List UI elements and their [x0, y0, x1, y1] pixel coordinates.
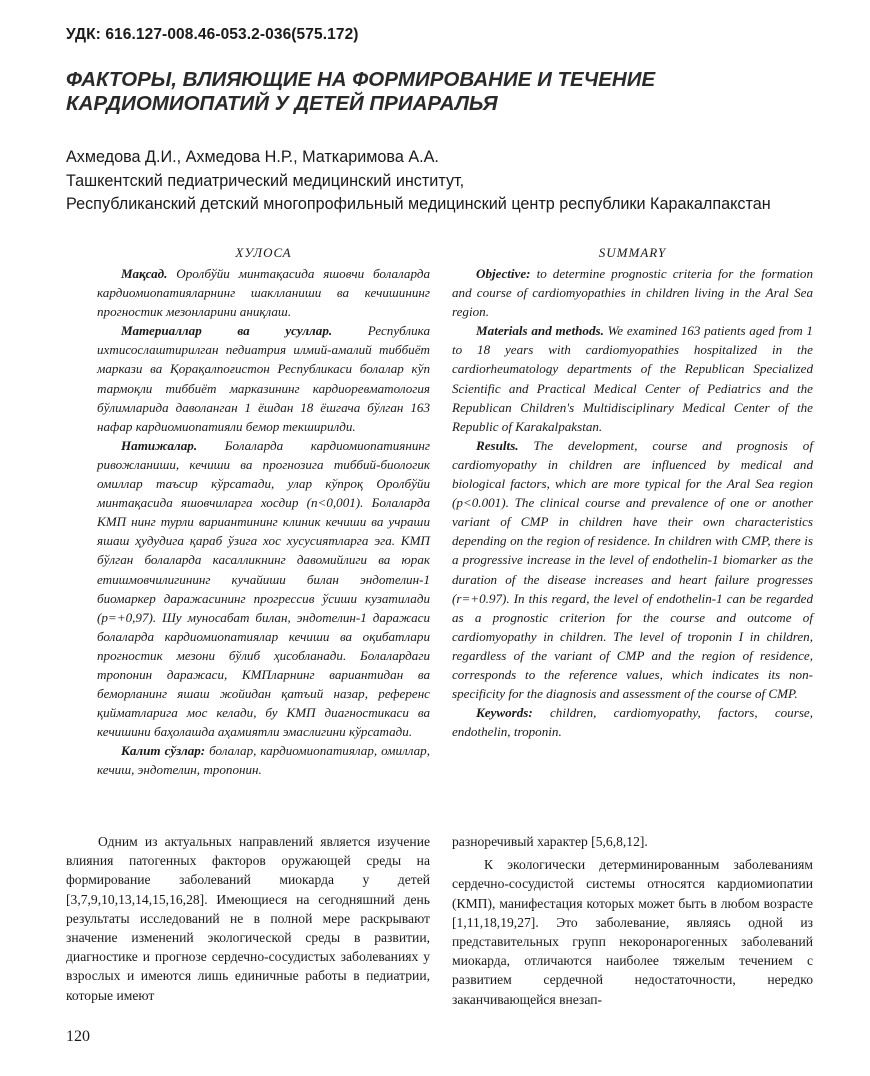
uz-methods-label: Материаллар ва усуллар. — [121, 323, 333, 339]
body-column-right — [452, 832, 813, 1009]
uz-results — [97, 436, 430, 742]
en-results — [452, 436, 813, 703]
uz-results-text: Болаларда кардиомиопатиянинг ривожланиши, кечиши ва прогнозига тиббий-биологик омиллар таъсир кўрсатади, улар кўпроқ Оролбўйи минтақасида яшовчиларга хосдир (n<0,001). Болаларда КМП нинг турли вариантининг клиник кечиши ва учраши яшаш ҳудудига қараб ўзига хос хусусиятларга эга. КМП бўлган болаларда касалликнинг давомийлиги ва юрак етишмовчилигининг кучайиши билан эндотелин-1 биомаркер даражасининг прогрессив ўсиши кузатилади (р=+0,97). Шу муносабат билан, эндотелин-1 даражаси болаларда кардиомиопатиялар кечиши ва оқибатлари прогностик мезони бўлиб ҳисобланади. Болалардаги тропонин даражаси, КМПларнинг вариантидан ва беморланинг яшаш жойидан қатъий назар, референс қийматларига мос келади, бу КМП диагностикаси ва кечишини баҳолашда аҳамиятли эмаслигини кўрсатади. — [97, 437, 430, 740]
en-methods-text: We examined 163 patients aged from 1 to 18 years with cardiomyopathies hospitalized in the cardiorheumatology departments of the Republican Specialized Scientific and Practical Medical Center of Pediatrics and the Republican Children's Multidisciplinary Medical Center of the Republic of Karakalpakstan. — [452, 323, 813, 434]
udk-code: УДК: 616.127-008.46-053.2-036(575.172) — [66, 26, 359, 43]
en-keywords — [452, 703, 813, 741]
uz-objective-text: Оролбўйи минтақасида яшовчи болаларда кардиомиопатияларнинг шаклланиши ва кечишининг прогностик мезонларини аниқлаш. — [97, 266, 431, 320]
en-methods-label: Materials and methods. — [476, 323, 604, 339]
uz-methods — [97, 321, 430, 436]
summary-uzbek-heading: ХУЛОСА — [235, 245, 292, 260]
uz-methods-text: Республика ихтисослаштирилган педиатрия илмий-амалий тиббиёт маркази ва Қорақалпоғистон Республикаси болалар кўп тармоқли тиббиёт марказининг кардиоревматология бўлимларида даволанган 1 ёшдан 18 ёшгача бўлган 163 нафар кардиомиопатияли бемор текширилди. — [97, 323, 430, 434]
uz-objective-label: Мақсад. — [121, 266, 168, 281]
en-results-label: Results. — [476, 437, 519, 453]
en-keywords-label: Keywords: — [476, 705, 533, 721]
en-keywords-text: children, cardiomyopathy, factors, course, endothelin, troponin. — [452, 705, 813, 740]
summary-english — [452, 244, 813, 741]
summary-uzbek — [97, 244, 430, 780]
uz-results-label: Натижалар. — [121, 437, 198, 453]
author-names: Ахмедова Д.И., Ахмедова Н.Р., Маткаримова А.А. — [66, 148, 439, 166]
page-number: 120 — [66, 1028, 90, 1045]
uz-keywords-text: болалар, кардиомиопатиялар, омиллар, кечиш, эндотелин, тропонин. — [97, 743, 430, 778]
body-paragraph: разноречивый характер [5,6,8,12]. — [452, 834, 648, 849]
body-column-left — [66, 832, 430, 1005]
body-paragraph: Одним из актуальных направлений является изучение влияния патогенных факторов оружающей среды на формирование заболеваний миокарда у детей [3,7,9,10,13,14,15,16,28]. Имеющиеся на сегодняшний день результаты исследований не в полной мере раскрывают значение изменений экологической среды в развитии, диагностике и прогнозе сердечно-сосудистых заболеваниях у взрослых и имеются лишь единичные работы в педиатрии, которые имеют — [66, 834, 430, 1003]
affiliation-2: Республиканский детский многопрофильный медицинский центр республики Каракалпакстан — [66, 195, 771, 213]
affiliation-1: Ташкентский педиатрический медицинский институт, — [66, 171, 465, 190]
body-paragraph: К экологически детерминированным заболеваниям сердечно-сосудистой системы относятся кардиомиопатии (КМП), манифестация которых может быть в любом возрасте [1,11,18,19,27]. Это заболевание, являясь одной из представительных групп некоронарогенных заболеваний миокарда, отличаются наиболее тяжелым течением с развитием сердечной недостаточности, нередко заканчивающейся внезап- — [452, 857, 813, 1007]
en-objective — [452, 264, 813, 321]
uz-objective — [97, 264, 430, 321]
author-block — [66, 146, 826, 217]
en-objective-label: Objective: — [476, 266, 531, 281]
en-objective-text: to determine prognostic criteria for the formation and course of cardiomyopathies in children living in the Aral Sea region. — [452, 266, 813, 320]
en-results-text: The development, course and prognosis of cardiomyopathy in children are influenced by medical and biological factors, which are more typical for the Aral Sea region (p<0.001). The clinical course and prevalence of one or another variant of CMP in children have their own characteristics depending on the region of residence. In children with CMP, there is a progressive increase in the level of endothelin-1 biomarker as the duration of the disease increases and heart failure progresses (r=+0.97). In this regard, the level of endothelin-1 can be regarded as a prognostic criterion for the course and outcome of cardiomyopathy in children. The level of troponin I in children, regardless of the variant of CMP and the region of residence, corresponds to the reference values, which indicates its non-specificity for the diagnosis and assessment of the course of CMP. — [452, 437, 813, 702]
uz-keywords — [97, 741, 430, 779]
en-methods — [452, 321, 813, 436]
uz-keywords-label: Калит сўзлар: — [121, 743, 206, 759]
summary-english-heading: SUMMARY — [598, 245, 667, 260]
article-title: ФАКТОРЫ, ВЛИЯЮЩИЕ НА ФОРМИРОВАНИЕ И ТЕЧЕНИЕ КАРДИОМИОПАТИЙ У ДЕТЕЙ ПРИАРАЛЬЯ — [66, 68, 656, 115]
